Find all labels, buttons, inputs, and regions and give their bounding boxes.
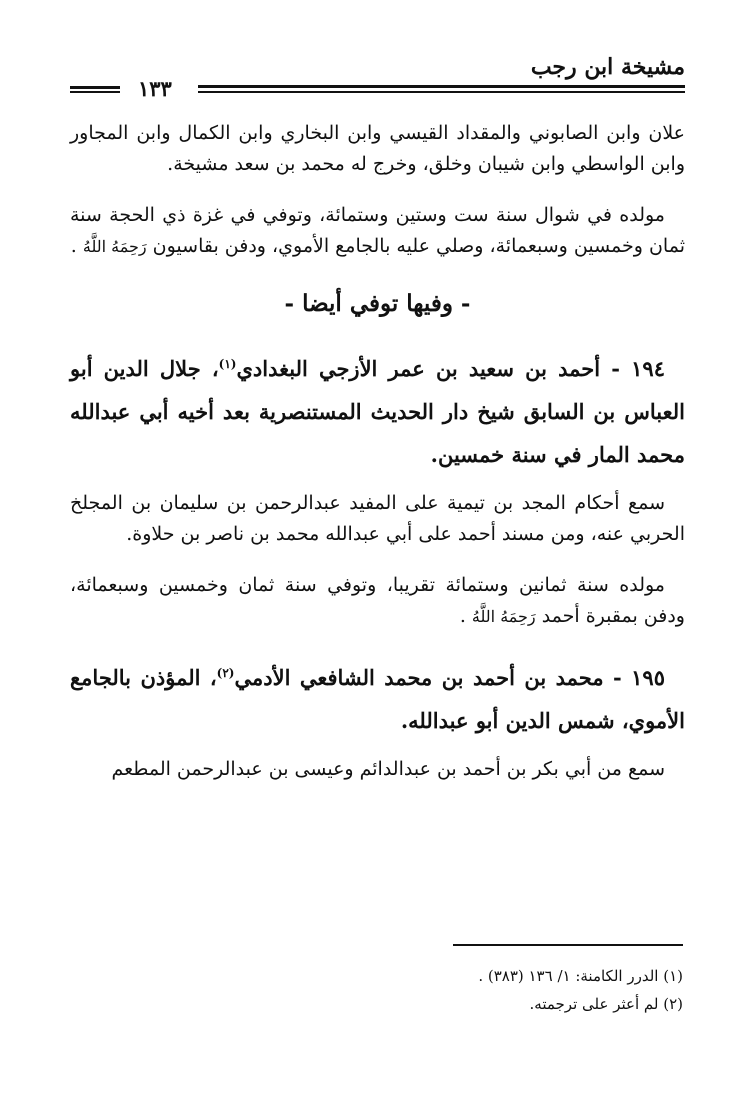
page-body: [70, 118, 685, 805]
footnote-1: (١) الدرر الكامنة: ١/ ١٣٦ (٣٨٣) .: [478, 967, 683, 985]
paragraph-hearing-195: سمع من أبي بكر بن أحمد بن عبدالدائم وعيسى بن عبدالرحمن المطعم: [111, 758, 665, 780]
entry-194-name: ١٩٤ - أحمد بن سعيد بن عمر الأزجي البغدادي: [236, 356, 665, 381]
footnote-separator: [453, 944, 683, 946]
header-rule-left: [70, 86, 120, 89]
running-title: مشيخة ابن رجب: [530, 54, 685, 80]
section-title: - وفيها توفي أيضا -: [284, 290, 471, 317]
paragraph-teachers: علان وابن الصابوني والمقداد القيسي وابن البخاري وابن الكمال وابن المجاور وابن الواسطي وابن شيبان وخلق، وخرج له محمد بن سعد مشيخة.: [70, 122, 685, 175]
footnote-2: (٢) لم أعثر على ترجمته.: [529, 995, 683, 1013]
honorific: رَحِمَهُ اللَّهُ: [82, 237, 147, 256]
paragraph-text: مولده في شوال سنة ست وستين وستمائة، وتوفي في غزة ذي الحجة سنة ثمان وخمسين وسبعمائة، وصلي عليه بالجامع الأموي، ودفن بقاسيون: [70, 204, 685, 257]
header-rule-right: [198, 85, 685, 88]
footnotes: [70, 962, 683, 1018]
header-rule-right-thin: [198, 91, 685, 93]
paragraph-text: مولده سنة ثمانين وستمائة تقريبا، وتوفي سنة ثمان وخمسين وسبعمائة، ودفن بمقبرة أحمد: [70, 574, 685, 627]
entry-195-heading: [70, 652, 685, 742]
paragraph-birth-death-194: مولده سنة ثمانين وستمائة تقريبا، وتوفي سنة ثمان وخمسين وسبعمائة، ودفن بمقبرة أحمد رَحِمَهُ اللَّهُ .: [70, 574, 685, 627]
entry-195-description: ، المؤذن بالجامع الأموي، شمس الدين أبو عبدالله.: [70, 665, 685, 733]
entry-194-heading: [70, 343, 685, 476]
entry-194-description: ، جلال الدين أبو العباس بن السابق شيخ دار الحديث المستنصرية بعد أخيه أبي عبدالله محمد المار في سنة خمسين.: [70, 356, 685, 467]
honorific: رَحِمَهُ اللَّهُ: [471, 607, 536, 626]
paragraph-birth-death: مولده في شوال سنة ست وستين وستمائة، وتوفي في غزة ذي الحجة سنة ثمان وخمسين وسبعمائة، وصلي عليه بالجامع الأموي، ودفن بقاسيون رَحِمَهُ اللَّهُ .: [70, 204, 685, 257]
header-rule-left-thin: [70, 91, 120, 93]
footnote-ref-2: (٢): [216, 666, 235, 680]
page-number: ١٣٣: [138, 76, 172, 101]
paragraph-hearing: سمع أحكام المجد بن تيمية على المفيد عبدالرحمن بن سليمان بن المجلخ الحربي عنه، ومن مسند أحمد على أبي عبدالله محمد بن ناصر بن حلاوة.: [70, 492, 685, 545]
page-header: [70, 54, 685, 100]
entry-195-name: ١٩٥ - محمد بن أحمد بن محمد الشافعي الأدمي: [234, 665, 665, 690]
footnote-ref-1: (١): [218, 357, 237, 371]
